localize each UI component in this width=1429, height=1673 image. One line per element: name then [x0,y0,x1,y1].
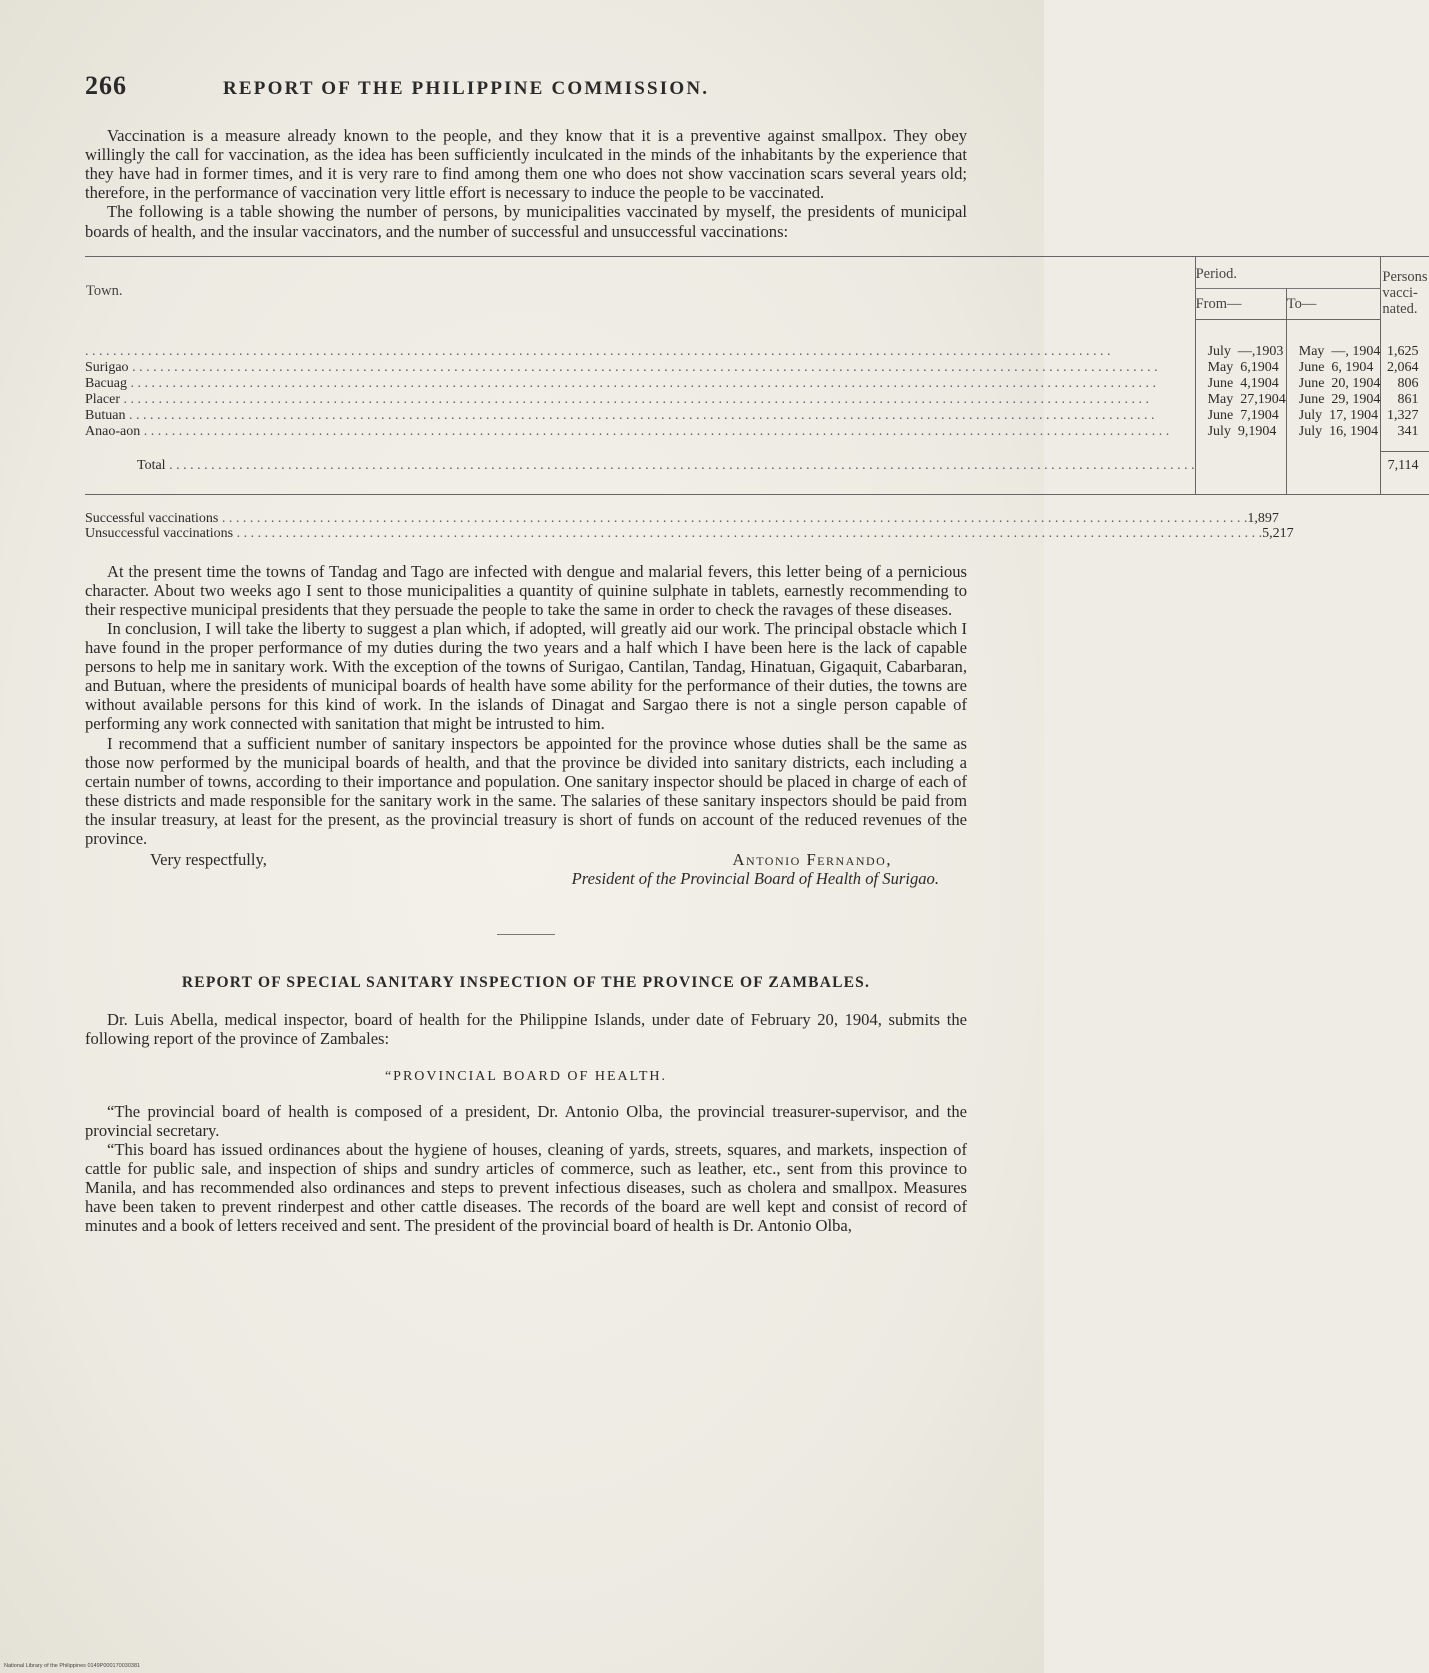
from-day: 7,1904 [1240,407,1279,423]
page-number: 266 [85,71,127,100]
paragraph-recommendation: I recommend that a sufficient number of sanitary inspectors be appointed for the province whose duties shall be the same as those now performed by the municipal boards of health, and that the province be divided into sanitary districts, each including a certain number of towns, according to their importance and population. One sanitary inspector should be placed in charge of each of these districts and made responsible for the sanitary work in the same. The salaries of these sanitary inspectors should be paid from the insular treasury, at least for the present, as the provincial treasury is short of funds on account of the reduced revenues of the province. [85,733,967,848]
persons-value: 2,064 [1381,360,1429,376]
total-row [85,452,1429,495]
town-column-header: Town. [85,256,1195,320]
table-row [85,376,1429,392]
signature-block [85,850,967,888]
to-month: June [1298,359,1325,375]
period-column-header: Period. [1195,256,1381,289]
to-day: 16, 1904 [1329,423,1379,439]
successful-label: Successful vaccinations [85,510,219,526]
paragraph-dengue: At the present time the towns of Tandag and Tago are infected with dengue and malarial fevers, this letter being of a pernicious character. About two weeks ago I sent to those municipalities a quantity of quinine sulphate in tablets, earnestly recommending to their respective municipal presidents that they persuade the people to take the same in order to check the ravages of these diseases. [85,561,967,619]
section-intro: Dr. Luis Abella, medical inspector, board of health for the Philippine Islands, under date of February 20, 1904, submits the following report of the province of Zambales: [85,1010,967,1049]
successful-value: 1,897 [1247,510,1279,526]
to-month: May [1298,343,1325,359]
from-month: May [1207,391,1234,407]
successful-row [85,510,1279,527]
table-row [85,344,1429,360]
from-month: July [1207,343,1231,359]
running-header [85,71,967,100]
to-month: June [1298,391,1325,407]
vaccination-results [85,510,1294,542]
to-day: 29, 1904 [1331,391,1381,407]
from-month: June [1207,375,1234,391]
from-column-header: From— [1195,289,1286,320]
to-day: —, 1904 [1331,343,1381,359]
to-day: 20, 1904 [1331,375,1381,391]
section-title: REPORT OF SPECIAL SANITARY INSPECTION OF THE PROVINCE OF ZAMBALES. [181,974,871,992]
persons-value: 806 [1381,376,1429,392]
from-month: May [1207,359,1234,375]
section-divider [497,934,555,935]
from-day: 9,1904 [1237,423,1277,439]
persons-value: 1,327 [1381,408,1429,424]
from-month: June [1207,407,1234,423]
paragraph-board-composition: “The provincial board of health is composed of a president, Dr. Antonio Olba, the provincial treasurer-supervisor, and the provincial secretary. [85,1101,967,1140]
to-month: July [1298,407,1323,423]
running-title: REPORT OF THE PHILIPPINE COMMISSION. [223,78,710,99]
paragraph-conclusion: In conclusion, I will take the liberty to suggest a plan which, if adopted, will greatly aid our work. The principal obstacle which I have found in the proper performance of my duties during the two years and a half which I have been here is the lack of capable persons to help me in sanitary work. With the exception of the towns of Surigao, Cantilan, Tandag, Hinatuan, Gigaquit, Cabarbaran, and Butuan, where the presidents of municipal boards of health have some ability for the performance of their duties, the towns are without available persons for this kind of work. In the islands of Dinagat and Sargao there is not a single person capable of performing any work connected with sanitation that might be intrusted to him. [85,618,967,734]
vaccination-table [85,256,1429,495]
to-month: June [1298,375,1325,391]
from-day: 6,1904 [1240,359,1279,375]
town-name: Bacuag [85,375,127,391]
table-row [85,392,1429,408]
to-day: 6, 1904 [1331,359,1374,375]
persons-value: 341 [1381,424,1429,440]
to-month: July [1298,423,1323,439]
from-day: 4,1904 [1240,375,1279,391]
library-footer: National Library of the Philippines 0149P000170030381 [4,1663,141,1669]
persons-column-header: Persons vacci- nated. [1381,256,1429,320]
paragraph-table-intro: The following is a table showing the number of persons, by municipalities vaccinated by myself, the presidents of municipal boards of health, and the insular vaccinators, and the number of successful and unsuccessful vaccinations: [85,202,967,241]
from-day: —,1903 [1237,343,1284,359]
table-row [85,408,1429,424]
from-month: July [1207,423,1231,439]
paragraph-board-ordinances: “This board has issued ordinances about the hygiene of houses, cleaning of yards, streets, squares, and markets, inspection of cattle for public sale, and inspection of ships and sundry articles of commerce, such as leather, etc., sent from this province to Manila, and has recommended also ordinances and steps to prevent infectious diseases, such as cholera and smallpox. Measures have been taken to prevent rinderpest and other cattle diseases. The records of the board are well kept and consist of record of minutes and a book of letters received and sent. The president of the provincial board of health is Dr. Antonio Olba, [85,1139,967,1236]
total-label: Total [137,457,166,473]
subheading: “PROVINCIAL BOARD OF HEALTH. [384,1068,668,1084]
town-name: Placer [85,391,120,407]
signer-title: President of the Provincial Board of Health of Surigao. [571,869,939,889]
town-name: Anao-aon [85,423,141,439]
table-row [85,360,1429,376]
unsuccessful-value: 5,217 [1262,526,1294,542]
town-name: Butuan [85,407,126,423]
unsuccessful-row [85,526,1294,542]
unsuccessful-label: Unsuccessful vaccinations [85,526,234,542]
from-day: 27,1904 [1240,391,1286,407]
persons-value: 1,625 [1381,344,1429,360]
persons-value: 861 [1381,392,1429,408]
total-value: 7,114 [1381,452,1429,495]
to-day: 17, 1904 [1329,407,1379,423]
paragraph-vaccination: Vaccination is a measure already known to the people, and they know that it is a preventive against smallpox. They obey willingly the call for vaccination, as the idea has been sufficiently inculcated in the minds of the inhabitants by the experience that they have had in former times, and it is very rare to find among them one who does not show vaccination scars several years old; therefore, in the performance of vaccination very little effort is necessary to induce the people to be vaccinated. [85,126,967,203]
town-name: Surigao [85,359,129,375]
table-row [85,424,1429,440]
signer-name: Antonio Fernando, [732,850,892,870]
salutation: Very respectfully, [150,850,267,870]
page-content [85,71,1428,1236]
to-column-header: To— [1286,289,1381,320]
